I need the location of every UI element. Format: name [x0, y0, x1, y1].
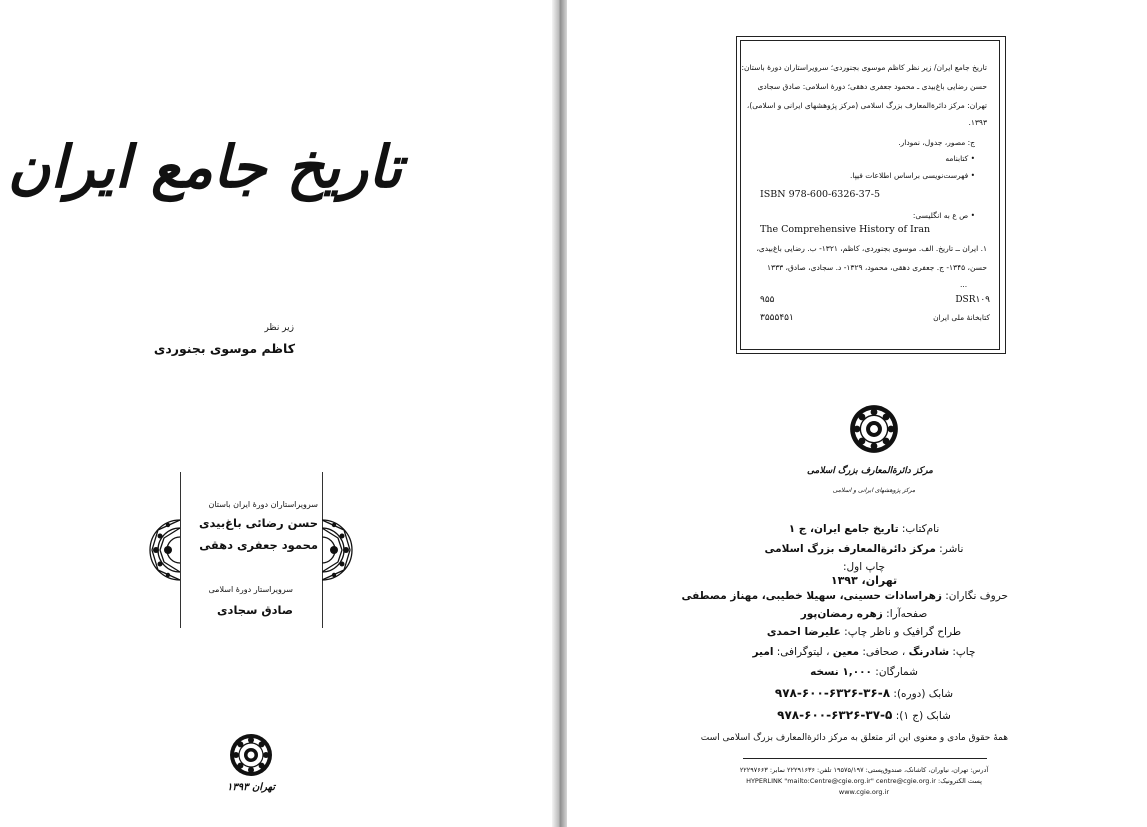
website-link[interactable]: www.cgie.org.ir: [838, 788, 890, 796]
ornament-left-icon: [146, 510, 180, 590]
catalog-line: • فهرست‌نویسی براساس اطلاعات فیپا.: [850, 171, 975, 180]
designer-label: طراح گرافیک و ناظر چاپ:: [844, 626, 962, 638]
typesetters-label: حروف نگاران:: [945, 590, 1008, 602]
isbn-set-label: شابک (دوره):: [893, 688, 954, 700]
publisher-label: ناشر:: [939, 543, 964, 555]
book-title: تاریخ جامع ایران: [7, 133, 402, 201]
catalog-isbn: ISBN 978-600-6326-37-5: [760, 189, 880, 200]
under-supervision-label: زیر نظر: [264, 323, 294, 333]
footer-divider: [743, 758, 987, 759]
typesetters-value: زهراسادات حسینی، سهیلا خطیبی، مهناز مصطفی: [681, 590, 942, 602]
catalog-line: تهران: مرکز دائرةالمعارف بزرگ اسلامی (مرکز پژوهشهای ایرانی و اسلامی)،: [746, 101, 987, 110]
typesetters-line: [681, 589, 1008, 603]
catalog-line: حسن، ۱۳۴۵- ج. جعفری دهقی، محمود، ۱۳۲۹- د. سجادی، صادق، ۱۳۳۳: [767, 263, 987, 272]
printing-line: [720, 645, 1008, 659]
isbn-vol-value: ۵-۳۷-۶۳۲۶-۶۰۰-۹۷۸: [777, 708, 893, 722]
printing-label: چاپ:: [952, 646, 976, 658]
publisher-logo-icon: [849, 404, 899, 454]
isbn-set-value: ۸-۳۶-۶۳۲۶-۶۰۰-۹۷۸: [774, 686, 891, 700]
binding-label: ، صحافی:: [862, 646, 906, 658]
copies-value: ۱,۰۰۰ نسخه: [810, 666, 872, 678]
isbn-set-line: [720, 686, 1008, 701]
layout-label: صفحه‌آرا:: [886, 608, 928, 620]
catalog-line: تاریخ جامع ایران/ زیر نظر کاظم موسوی بجنوردی؛ سرویراستاران دورهٔ باستان:: [741, 63, 987, 72]
publisher-logo-icon: [229, 733, 273, 777]
layout-value: زهره رمضان‌پور: [800, 608, 883, 620]
catalog-classification: DSR۱۰۹: [955, 295, 990, 305]
ancient-editor-name: محمود جعفری دهقی: [199, 538, 318, 552]
catalog-ellipsis: ...: [960, 280, 968, 289]
edition-label: چاپ اول:: [842, 561, 886, 573]
book-name-value: تاریخ جامع ایران، ج ۱: [788, 523, 899, 535]
catalog-line: ج: مصور، جدول، نمودار.: [898, 138, 975, 147]
designer-value: علیرضا احمدی: [766, 626, 841, 638]
address-line: آدرس: تهران، نیاوران، کاشانک، صندوق‌پستی: ۱۹۵۷۵/۱۹۷ تلفن: ۲۲۲۹۱۶۳۶ نمابر: ۲۲۲۹۷۶۶۳: [739, 766, 989, 774]
layout-line: [720, 607, 1008, 621]
isbn-vol-line: [720, 708, 1008, 723]
catalog-line: حسن رضایی باغ‌بیدی ـ محمود جعفری دهقی؛ دورهٔ اسلامی: صادق سجادی: [757, 82, 987, 91]
ornament-right-icon: [322, 510, 356, 590]
islamic-editor-name: صادق سجادی: [217, 603, 293, 617]
city-year: تهران ۱۳۹۳: [227, 782, 275, 793]
catalog-line: ۱۳۹۳.: [968, 118, 987, 127]
publisher-logo-name: مرکز دائرةالمعارف بزرگ اسلامی: [807, 466, 933, 476]
catalog-library: کتابخانهٔ ملی ایران: [933, 313, 990, 322]
ancient-editors-label: سرویراستاران دورهٔ ایران باستان: [208, 500, 318, 509]
catalog-dewey: ۹۵۵: [760, 295, 775, 305]
binding-value: معین: [832, 646, 859, 658]
book-name-label: نام‌کتاب:: [901, 523, 940, 535]
litho-value: امیر: [752, 646, 774, 658]
catalog-line: • ص ع به انگلیسی:: [912, 211, 975, 220]
printing-value: شادرنگ: [908, 646, 950, 658]
chief-editor-name: کاظم موسوی بجنوردی: [153, 341, 295, 356]
ancient-editor-name: حسن رضائی باغ‌بیدی: [198, 516, 318, 530]
litho-label: ، لیتوگرافی:: [776, 646, 830, 658]
publisher-line: [720, 542, 1008, 556]
catalog-line: ۱. ایران ــ تاریخ. الف. موسوی بجنوردی، کاظم، ۱۳۲۱- ب. رضایی باغ‌بیدی،: [756, 244, 987, 253]
copies-label: شمارگان:: [875, 666, 918, 678]
book-name-line: [720, 522, 1008, 536]
email-line: پست الکترونیک: HYPERLINK "mailto:Centre@cgie.org.ir" centre@cgie.org.ir: [746, 777, 982, 785]
islamic-editor-label: سرویراستار دورهٔ اسلامی: [208, 585, 293, 594]
publisher-logo-subtitle: مرکز پژوهشهای ایرانی و اسلامی: [832, 487, 916, 494]
edition-value: تهران، ۱۳۹۳: [830, 574, 898, 587]
catalog-english-title: The Comprehensive History of Iran: [760, 224, 931, 235]
publisher-value: مرکز دائرة‌المعارف بزرگ اسلامی: [764, 543, 936, 555]
catalog-national-number: ۳۵۵۵۴۵۱: [760, 313, 794, 323]
designer-line: [720, 625, 1008, 639]
book-spine: [552, 0, 567, 827]
catalog-line: • کتابنامه: [945, 154, 975, 163]
rights-notice: همهٔ حقوق مادی و معنوی این اثر متعلق به مرکز دائرةالمعارف بزرگ اسلامی است: [700, 733, 1008, 743]
copies-line: [720, 665, 1008, 679]
isbn-vol-label: شابک (ج ۱):: [895, 710, 951, 722]
